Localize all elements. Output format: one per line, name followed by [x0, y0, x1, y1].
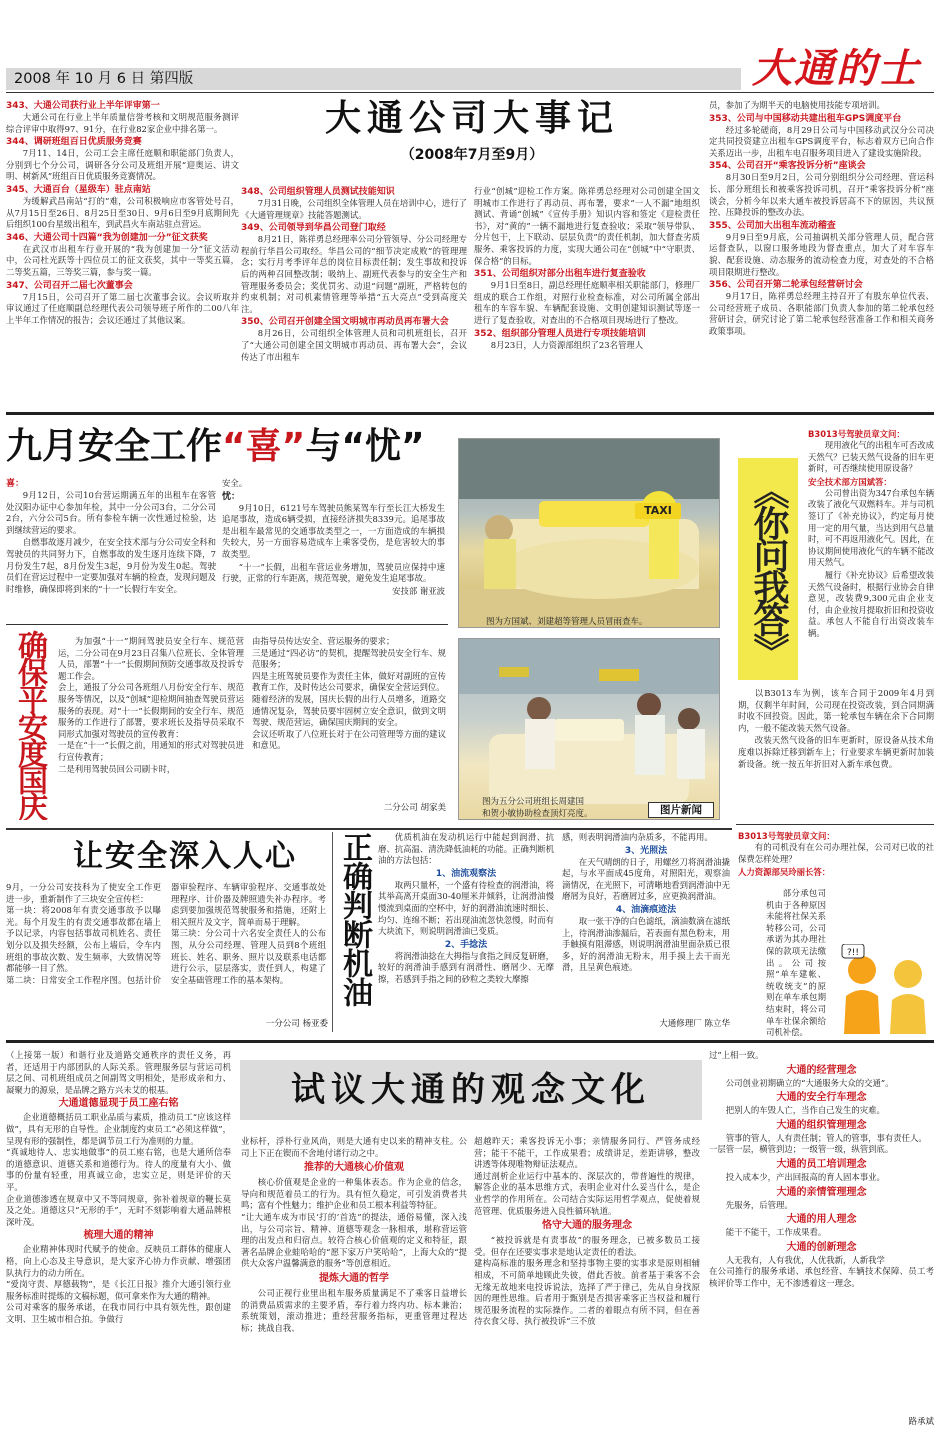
concept-title: 大通的组织管理理念 — [776, 1119, 867, 1131]
a1-text-2: 履行《补充协议》后希望改装天然气设备时，根据行业协会自律意见，改装费9,300元由企业支付，由企业按月提取折旧和投资收益。承包人不能自行出资改装车辆。 — [808, 569, 934, 638]
event-text: 9月1日至8日，副总经理任庭顺率相关职能部门，修理厂组成的联合工作组，对照行业检查标准，对公司所属全部出租车的车容车貌、车辆配套设施、文明创建知识测试等逐一进行了复查验收，对查出的不合格项目现场进行了整改。 — [474, 280, 700, 325]
event-title: 350、公司召开创建全国文明城市再动员再布署大会 — [241, 317, 449, 328]
section-rule — [6, 412, 934, 415]
event-title: 348、公司组织管理人员测试技能知识 — [241, 187, 395, 197]
photo-bottom-caption-2: 和贺小敏协助检查顶灯亮度。 — [482, 809, 593, 819]
safety-title-xi: “喜” — [222, 426, 306, 467]
photo-taxi-rain-svg — [459, 439, 720, 628]
oil-method-2-text: 将润滑油捻在大拇指与食指之间反复研磨，较好的润滑油手感到有润滑性、磨屑少、无摩擦，若感到手指之间的砂粒之类较大摩擦 — [378, 950, 554, 984]
photo-inspection — [458, 638, 720, 820]
safety-xi-column — [6, 478, 216, 618]
culture-col-3 — [474, 1136, 700, 1430]
question-figures-icon — [836, 944, 934, 1036]
concept-title: 大通的员工培训理念 — [776, 1158, 867, 1170]
events-col-2 — [241, 186, 467, 404]
xi-label: 喜： — [6, 479, 25, 489]
oil-method-2-cont: 感，则表明润滑油内杂质多，不能再用。 — [562, 832, 713, 842]
event-text: 9月9日至9月底，公司抽调机关部分管理人员，配合营运督查队，以窗口服务地段为督查重点，加大了对车容车貌、配套设施、动态服务的流动检查力度，对查处的不合格项目限期进行整改。 — [709, 231, 934, 277]
event-title: 354、公司召开“乘客投诉分析”座谈会 — [709, 161, 866, 172]
culture-title: 试议大通的观念文化 — [291, 1070, 651, 1110]
ensure-vertical-title: 确保平安度国庆 — [12, 630, 47, 819]
lower-rule — [6, 1040, 934, 1043]
event-text: 在武汉市出租车行业开展的“我为创建加一分”征文活动中，公司杜光跃等十四位员工的征文获奖，其中一等奖五篇，二等奖五篇，三等奖三篇，参与奖一篇。 — [6, 243, 239, 277]
you-text: 9月10日，6121号车驾驶员熊某驾车行至长江大桥发生追尾事故，造成6辆受损，直接经济损失8339元。追尾事故是出租车最常见的交通事故类型之一，一方面造成的车辆损失较大，另一方面容易造成车上乘客受伤，是危害较大的事故类型。 — [222, 502, 445, 559]
safety-you-column — [222, 478, 445, 618]
a1-text-4: 改装天然气设备的旧车更新时，原设备从技术角度难以拆除迁移到新车上；行业要求车辆更新时加装新设备。统一按五年折旧对入新车承包费。 — [738, 735, 934, 769]
oil-col-1 — [378, 832, 554, 1030]
oil-byline: 大通修理厂 陈立华 — [659, 1019, 730, 1029]
event-title: 351、公司组织对部分出租车进行复查验收 — [474, 269, 646, 280]
safety-title-you: “忧” — [341, 426, 425, 467]
event-title: 355、公司加大出租车流动稽查 — [709, 220, 836, 231]
events-col-3 — [474, 186, 700, 404]
oil-col-2 — [562, 832, 730, 1020]
oil-method-4: 4、油滴痕迹法 — [615, 904, 677, 915]
oil-method-3-text: 在天气晴朗的日子，用螺丝刀将润滑油撬起，与水平面成45度角，对照阳光，观察油滴情况，在光照下，可清晰地看到润滑油中无磨屑为良好，若磨屑过多，应更换润滑油。 — [562, 856, 730, 902]
safety-rule — [6, 624, 448, 625]
culture-text: 超越昨天；乘客投诉无小事；亲情服务同行、严管务成经营；能干不能干，工作成果看；成绩讲足，差距讲够，整改讲透等体现唯物辩证法观点。 通过剖析企业运行中基本的、深层次的，带普遍性的规律，解答企业的基本思维方式，表明企业对什么妥当什么，是企业哲学的作用所在。公司结合实际运用哲学观点，促使着规范管理、优质服务进入良性循环轨道。 — [474, 1136, 700, 1216]
mid-rule — [6, 828, 732, 830]
concept-text: 能干不能干，工作成果看。 — [725, 1227, 827, 1238]
qa-column-1b — [738, 688, 934, 818]
safety-title — [6, 420, 451, 474]
event-text: 7月31日晚，公司组织全体管理人员在培训中心，进行了《大通管理规章》技能答题测试。 — [241, 198, 467, 220]
xi-text: 9月12日，公司10台营运期满五年的出租车在客管处汉阳办证中心参加年检，其中一分公司3台，二分公司2台，六分公司5台。所有参检车辆一次性通过检验，达到继续营运的要求。 — [6, 490, 216, 535]
concept-title: 大通的经营理念 — [786, 1064, 857, 1076]
concept-text: 投入成本少，产出回报高的育人固本事业。 — [725, 1171, 885, 1182]
culture-col-2 — [241, 1136, 467, 1430]
culture-heading: 恪守大通的服务理念 — [542, 1220, 632, 1232]
taxi-sign: TAXI — [635, 503, 681, 519]
oil-method-4-text: 取一张干净的白色滤纸，滴油数滴在滤纸上，待润滑油渗漏后，若表面有黑色粉末，用手触摸有阻滞感，则说明润滑油里面杂质已很多，好的润滑油无粉末，用手摸上去干而光滑，且呈黄色痕迹。 — [562, 915, 730, 973]
event-text: 8月30日至9月2日，公司分别组织分公司经理、营运科长、部分班组长和被乘客投诉司机，召开“乘客投诉分析”座谈会，分析今年以来大通车被投诉居高不下的原因，共议预控、压降投诉的整改办法。 — [709, 172, 934, 218]
event-title: 346、大通公司十四篇“我为创建加一分”征文获奖 — [6, 232, 208, 243]
header-rule — [6, 92, 934, 93]
deep-byline: 一分公司 杨亚委 — [265, 1019, 328, 1029]
culture-text: “被投诉就是有责事故”的服务理念，已被多数员工接受。但存在还要实事求是地认定责任的看法。 建构高标准的服务理念和坚持事物主要的实事求是原则相辅相成，不可简单地顾此失彼，借此否彼。前者基于乘客不会无缘无故地来电投诉说法，选择了严于律己，先从自身找原因的理性思维。后者用于甄别是否损害乘客正当权益和履行规范服务流程的实际操作。二者的着眼点有所不同，但在善待衣食父母、执行被投诉“三不放 — [474, 1235, 700, 1327]
concept-text: 管事的管人，人有责任制；管人的管事，事有责任人。 一层管一层，横管到边；一级管一级，纵管到底。 — [709, 1132, 927, 1155]
culture-heading: 推荐的大通核心价值观 — [304, 1162, 404, 1174]
concept-text: 公司创业初期确立的“大通服务大众的交通”。 — [725, 1077, 894, 1088]
event-text: 为缓解武昌南站“打的”难，公司积极响应市客管处号召，从7月15日至26日、8月25日至30日、9月6日至9月底期间先后组织100台星级出租车，到武昌火车南站驻点营运。 — [6, 195, 239, 230]
q1-label: B3013号驾驶员章文问： — [808, 429, 905, 439]
culture-text: 核心价值观是企业的一种集体表态。作为企业的信念，导向和规范着员工的行为。具有恒久稳定，可引发消费者共鸣；富有个性魅力；维护企业和员工根本利益等特征。 “让大通车成为市民‘打的’首选”的提法，通俗易懂，深入浅出，与公司宗旨、精神、道德等观念一脉相承，堪称营运管理的出发点和归宿点。较符合核心价值观的定义和特征，跟著名品牌企业蛙哈哈的“愿下家万户笑哈哈”，上海大众的“提供大众客户温馨满意的服务”等创意相近。 — [241, 1177, 467, 1269]
events-subtitle: （2008年7月至9月） — [400, 147, 544, 163]
a1-text: 公司曾出资为347台承包车辆改装了液化气双燃料车。并与司机签订了《补充协议》，约定每月使用一定的用气量，当达到用气总量时，可不再返用液化气。因此，在协议期间使用液化气的车辆不能改用天然气。 — [808, 487, 934, 568]
safety-continue: 安全。 — [222, 478, 248, 488]
event-text: 大通公司在行业上半年质量信誉考核和文明规范服务测评综合评审中取得97、91分，在行业82家企业中排名第一。 — [6, 112, 239, 134]
oil-left-rule — [332, 832, 333, 1032]
event-text: 员，参加了为期半天的电脑使用技能专项培训。 — [709, 100, 885, 110]
a2-text: 部分承包司机由于各种原因未能将社保关系转移公司，公司承诺为其办理社保的款项无法缴出。公司按照“单车建帐、统收统支”的原则在单车承包期结束时，将公司单车社保余额给司机补偿。 — [766, 888, 826, 1038]
masthead: 大通的士 — [752, 45, 920, 92]
event-text: 7月11、14日，公司工会主席任庭顺和职能部门负责人，分别到七个分公司，调研各分公司及班组开展“迎奥运、讲文明、树新风”班组百日优质服务竞赛情况。 — [6, 148, 239, 182]
event-title: 343、大通公司获行业上半年评审第一 — [6, 101, 160, 111]
oil-method-1: 1、油流观察法 — [435, 868, 497, 879]
qa-vertical-title: 《你问我答》 — [748, 473, 789, 665]
qa-column-1 — [808, 428, 934, 678]
you-label: 忧： — [222, 491, 241, 502]
ensure-left: 为加强“十一”期间驾驶员安全行车、规范营运，二分公司在9月23日召集八位班长、全体管理人员，部署“十一”长假期间预防交通事故及投诉专题工作会。 会上，通报了分公司各班组八月份安全行车、规范服务等情况，以及“创城”迎检期间抽查驾驶员营运服务的表现。对“十一”长假期间的安全行车、规范服务的工作进行了部署，要求班长及指导员采取不同形式加强对驾驶员的宣传教育： 一是在“十一”长假之前，用通知的形式对驾驶员进行宣传教育； 二是利用驾驶员回公司刷卡时， — [58, 636, 244, 774]
oil-method-2: 2、手捻法 — [444, 939, 488, 950]
event-text: 7月15日，公司召开了第二届七次董事会议。会议听取并审议通过了任庭顺副总经理代表公司领导班子所作的二00八年上半年工作情况的报告；会议还通过了其他议案。 — [6, 291, 239, 325]
concept-title: 大通的亲情管理理念 — [776, 1186, 867, 1198]
photo-top-caption: 图为方国斌、刘建超等管理人员冒雨查车。 — [486, 617, 648, 627]
concept-text: 人无我有，人有我优，人优我新，人新我学 在公司推行的服务承诺、承包经营、车辆技术保障、员工考核评价等工作中，无不渗透着这一理念。 — [709, 1254, 934, 1288]
culture-text: 业标杆，浮朴行业风尚，则是大通有史以来的精神支柱。公司上下正在锲而不舍地付诸行动之中。 — [241, 1136, 467, 1158]
events-title: 大通公司大事记 — [324, 98, 619, 139]
safety-title-mid: 与 — [305, 426, 342, 467]
culture-text: 企业精神体现时代赋予的使命。反映员工群体的健康人格，向上心态及主导意识，是大家齐心协力作贡献、增强团队执行力的动力所在。 “爱岗守责、厚德载物”，是《长江日报》推介大通引领行业服务标准时提炼的文稿标题，似可拿来作为大通的精神。 公司对乘客的服务承诺，在我市同行中具有领先性，跟创建文明、卫生城市相合拍。争做行 — [6, 1244, 231, 1324]
xi-text-2: 自燃事故逐月减少，在安全技术部与分公司安全科和驾驶员的共同努力下，自燃事故的发生逐月连续下降，7月份发生7起，8月份发生3起，9月份为发生0起。驾驶员们在营运过程中一定要加强对车辆的检查，发现问题及时维修，确保即将到来的“十一”长假行车安全。 — [6, 537, 216, 594]
event-text: 8月21日，陈祥勇总经理率公司分管领导、分公司经理专程前行华昌公司取经。华昌公司的“细节决定成败”的管理理念；实行月考季评年总的岗位目标责任制；发生事故和投诉后的两种召回整改制；吸纳上、副班代表参与的安全生产和管理服务委员会；奖优罚劣、动退“问题”副班，严格转包的约束机制；对司机素情管理等举措“五大亮点”受到高度关注。 — [241, 234, 467, 314]
culture-col-1 — [6, 1050, 231, 1430]
event-text: 行业“创城”迎检工作方案。陈祥勇总经理对公司创建全国文明城市工作进行了再动员、再布署，要求“一人不漏”地组织测试、背诵“创城”《宣传手册》知识内容和签定《迎检责任书》，对“黄的”一辆不漏地进行复查验收；采取“领导带队、分片包干，上下联动、层层负责”的责任机制，加大督查劣质服务、乘客投诉的力度，实现大通公司在“创城”中“守职责、保合格”的目标。 — [474, 186, 700, 266]
culture-byline: 路承斌 — [908, 1417, 934, 1427]
culture-heading: 梳理大通的精神 — [83, 1230, 154, 1242]
event-title: 344、调研班组百日优质服务竞赛 — [6, 137, 142, 148]
photo-bottom-caption-1: 图为五分公司班组长周建国 — [482, 797, 585, 807]
culture-text: 过”上相一致。 — [709, 1050, 764, 1060]
a1-text-3: 以B3013车为例，该车合同于2009年4月到期，仅剩半年时间，公司现在投资改装，到合同期满时收不回投资。因此，第一轮承包车辆在余下合同期内，一般不能改装天然气设备。 — [738, 688, 934, 733]
culture-heading: 大通道德显现于员工座右铭 — [58, 1098, 179, 1110]
concept-title: 大通的安全行车理念 — [776, 1092, 867, 1104]
qa-figures — [836, 944, 934, 1036]
event-title: 347、公司召开二届七次董事会 — [6, 280, 133, 291]
svg-text:?!!: ?!! — [847, 948, 859, 958]
safety-title-a: 九月安全工作 — [6, 426, 223, 467]
culture-text: 公司正视行业里出租车服务质量满足不了乘客日益增长的消费品质需求的主要矛盾，奉行着力终内功、标本兼治；系统策划，滚动推进；重经营服务指标，更重管理过程达标；挑战自我、 — [241, 1287, 467, 1333]
events-col-1 — [6, 100, 239, 404]
culture-text: 企业道德概括员工职业品质与素质，推动员工“应该这样做”，具有无形的自导性。企业制度约束员工“必须这样做”，呈现有形的强制性，都是调节员工行为准则的力量。 “真诚地待人、忠实地做事”的员工座右铭，也是大通所信奉的道德意识、道德关系和道德行为。待人的度量有大小、做事的份量有轻重，用真诚立命，忠实立足，则是评价的天平。 企业道德渗透在规章中又不等同规章，弥补着规章的鞭长莫及之处。道德这只“无形的手”，无时不刻影响着大通品牌根深叶茂。 — [6, 1112, 231, 1227]
event-text: 经过多轮磋商，8月29日公司与中国移动武汉分公司决定共同投资建立出租车GPS调度平台，标志着双方已向合作关系迈出一步，出租车电召服务项目进入了建设实施阶段。 — [709, 124, 934, 158]
ensure-right: 由指导员传达安全、营运服务的要求； 三是通过“四必访”的契机，提醒驾驶员安全行车、规范服务； 四是主班驾驶员要作为责任主体，做好对副班的宣传教育工作，及时传达公司要求，确保安全营运到位。 随着经济的发展，国庆长假的出行人员增多，道路交通情况复杂，驾驶员要牢固树立安全意识，做到文明驾驶、规范营运，确保国庆期间的安全。 会议还听取了八位班长对于在公司管理等方面的建议和意见。 — [252, 636, 446, 751]
ensure-byline: 二分公司 胡家美 — [383, 803, 446, 813]
event-title: 356、公司召开第二轮承包经营研讨会 — [709, 280, 863, 291]
event-title: 349、公司领导到华昌公司登门取经 — [241, 223, 386, 234]
q2-text: 有的司机没有在公司办理社保，公司对已收的社保费怎样处理？ — [738, 842, 934, 864]
oil-vertical-title: 正确判断机油 — [337, 832, 372, 1006]
event-text: 8月23日，人力资源部组织了23名管理人 — [490, 339, 644, 350]
deep-text: 9月，一分公司安技科为了使安全工作更进一步，重新制作了三块安全宣传栏： 第一块：将2008年有责交通事故予以曝光。每个月发生的有责交通事故都在墙上予以记录，内容包括事故司机姓名、责任划分以及损失经额，公布上墙后，令车内班组的事故次数、发生频率，大致情况等都能够一目了然。 第二块：日常安全工作程序图。包括计价器审验程序、车辆审验程序、交通事故处理程序、计价器及牌照遗失补办程序。考虑到要加强规范驾驶服务和措施，还附上相关照片及文字，简单而易于理解。 第三块：分公司十六名安全责任人的公布图，从分公司经理、管理人员到8个班组班长、姓名、职务、照片以及联系电话都进行公示，层层落实，责任到人，构建了安全基础管理工作的基本架构。 — [6, 882, 326, 985]
a1-label: 安全技术部方国斌答： — [808, 476, 892, 487]
event-text: 9月17日，陈祥勇总经理主持召开了有股东单位代表、公司经营班子成员、各职能部门负责人参加的第二轮承包经营研讨会，研究讨论了第二轮承包经营准备工作和相关商务政策事项。 — [709, 291, 934, 336]
concept-text: 把别人的车毁人亡，当作自己发生的灾难。 — [725, 1105, 885, 1116]
culture-heading: 提炼大通的哲学 — [319, 1272, 389, 1284]
concept-title: 大通的创新理念 — [786, 1241, 857, 1253]
you-text-2: “十一”长假，出租车营运业务增加，驾驶员应保持中速行驶，正常的行车距离，规范驾驶，避免发生追尾事故。 — [222, 561, 445, 584]
event-text: 8月26日，公司组织全体管理人员和司机班组长，召开了“大通公司创建全国文明城市再动员、再布署大会”，会议传达了市出租车 — [241, 328, 467, 362]
a2-label: 人力资源部吴玲丽长答： — [738, 867, 831, 878]
photo-news-tag: 图片新闻 — [648, 802, 714, 818]
qa-column-2b — [766, 888, 826, 1040]
oil-method-3: 3、光照法 — [624, 845, 668, 856]
oil-intro: 优质机油在发动机运行中能起到润滑、抗磨、抗高温、清洗降低油耗的功能。正确判断机油的方法包括： — [378, 832, 554, 866]
event-title: 345、大通百台（星级车）驻点南站 — [6, 184, 151, 195]
deep-title: 让安全深入人心 — [73, 839, 297, 874]
qa-rule — [736, 824, 934, 825]
date-line: 2008 年 10 月 6 日 第四版 — [14, 71, 194, 87]
photo-taxi-rain — [458, 438, 720, 628]
event-title: 353、公司与中国移动共建出租车GPS调度平台 — [709, 113, 902, 124]
concept-title: 大通的用人理念 — [786, 1214, 857, 1226]
photo-inspection-svg — [459, 639, 720, 820]
safety-byline: 安技部 谢亚波 — [392, 585, 445, 596]
concept-text: 先服务，后管理。 — [725, 1199, 793, 1210]
culture-intro: （上接第一版）和谐行业及道路交通秩序的责任义务，再者，还适用于内部团队的人际关系。管理服务层与营运司机层之间、司机班组成员之间副驾文明相处，是形成亲和力、凝聚力的源泉，是品牌之路方兴未艾的根基。 — [6, 1050, 231, 1095]
q1-text: 现用液化气的出租车可否改成天然气？已装天然气设备的旧车更新时，可否继续使用原设备？ — [808, 440, 934, 474]
oil-method-1-text: 取两只量杯，一个盛有待检查的润滑油，将其举高离开桌面30-40厘米并倾斜，让润滑油慢慢流到桌面的空杯中，好的润滑油流速时细长、均匀、连绵不断；若出现油流忽快忽慢，时而有大块流下，则说明润滑油已变质。 — [378, 879, 554, 937]
culture-col-4 — [709, 1050, 934, 1422]
q2-label: B3013号驾驶员章文问： — [738, 831, 835, 841]
event-title: 352、组织部分管理人员进行专项技能培训 — [474, 328, 646, 339]
events-col-4 — [709, 100, 934, 404]
